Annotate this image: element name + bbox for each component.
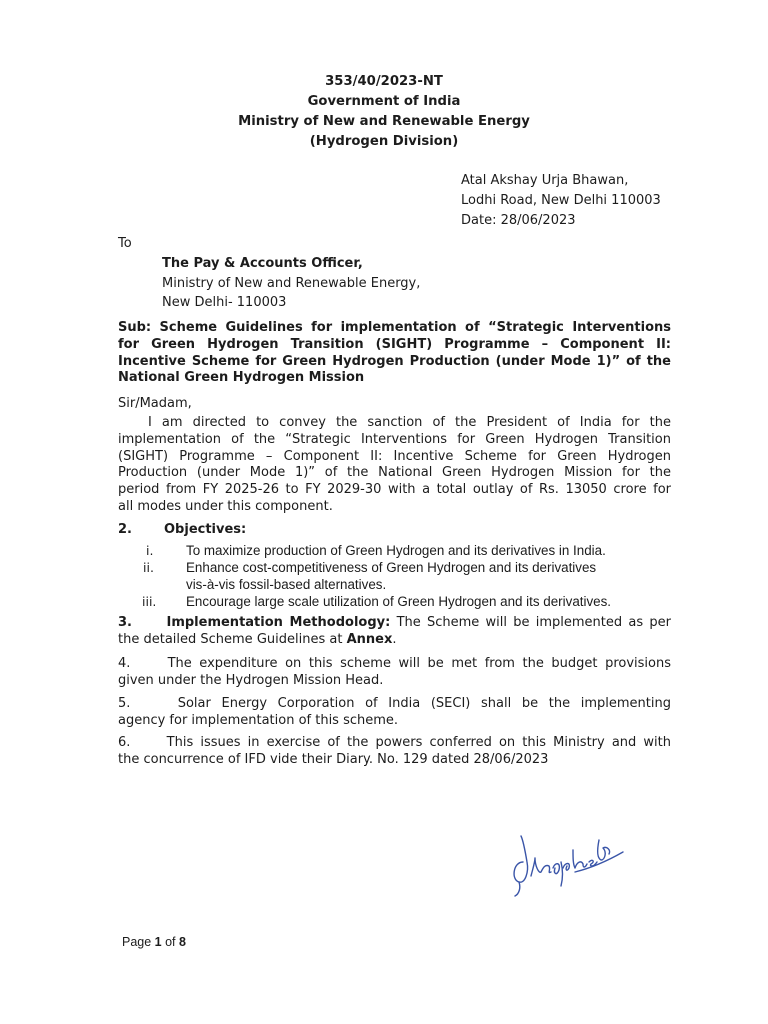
subject-line: Incentive Scheme for Green Hydrogen Production (under Mode 1)” of the — [118, 353, 671, 369]
salutation: Sir/Madam, — [118, 396, 192, 411]
recipient-city: New Delhi- 110003 — [162, 295, 287, 310]
objective-item: Encourage large scale utilization of Green Hydrogen and its derivatives. — [186, 594, 612, 609]
paragraph-text: . — [392, 631, 397, 647]
paragraph-text: Solar Energy Corporation of India (SECI) shall be the implementing — [177, 696, 671, 711]
paragraph-4-line-2: given under the Hydrogen Mission Head. — [118, 672, 384, 688]
body-line: I am directed to convey the sanction of the President of India for the — [148, 415, 671, 430]
body-paragraph — [118, 415, 671, 516]
letter-date: Date: 28/06/2023 — [461, 213, 576, 228]
recipient-name: The Pay & Accounts Officer, — [162, 256, 363, 271]
recipient-org: Ministry of New and Renewable Energy, — [162, 276, 421, 291]
ministry-title: Ministry of New and Renewable Energy — [238, 114, 530, 129]
page-number — [122, 935, 186, 949]
address-line-2: Lodhi Road, New Delhi 110003 — [461, 193, 661, 208]
objectives-heading: Objectives: — [164, 522, 247, 537]
to-label: To — [118, 236, 132, 251]
paragraph-5-line-2: agency for implementation of this scheme. — [118, 712, 399, 728]
objectives-number: 2. — [118, 522, 132, 537]
paragraph-number: 4. — [118, 656, 131, 671]
subject-block — [118, 320, 671, 387]
paragraph-4-line-1 — [118, 656, 671, 673]
subject-line: Sub: Scheme Guidelines for implementation of “Strategic Interventions — [118, 320, 671, 335]
paragraph-6 — [118, 735, 671, 769]
paragraph-text: This issues in exercise of the powers conferred on this Ministry and with — [166, 735, 671, 750]
objective-numeral: ii. — [143, 560, 154, 575]
page-of: of — [161, 935, 179, 949]
paragraph-text: The Scheme will be implemented as per — [396, 615, 671, 630]
subject-line: for Green Hydrogen Transition (SIGHT) Programme – Component II: — [118, 336, 671, 352]
objective-item: To maximize production of Green Hydrogen and its derivatives in India. — [186, 543, 606, 558]
objective-numeral: i. — [146, 543, 154, 558]
objective-item-continued: vis-à-vis fossil-based alternatives. — [186, 577, 387, 592]
paragraph-3 — [118, 615, 671, 649]
paragraph-heading: Implementation Methodology: — [166, 615, 391, 630]
body-line: period from FY 2025-26 to FY 2029-30 with a total outlay of Rs. 13050 crore for — [118, 482, 671, 498]
body-line: implementation of the “Strategic Interventions for Green Hydrogen Transition — [118, 431, 671, 447]
paragraph-text: the detailed Scheme Guidelines at — [118, 631, 347, 647]
government-title: Government of India — [307, 94, 461, 109]
page-total: 8 — [179, 935, 186, 949]
paragraph-number: 3. — [118, 615, 132, 630]
body-line: all modes under this component. — [118, 498, 333, 514]
page-current: 1 — [154, 935, 162, 949]
paragraph-number: 5. — [118, 696, 131, 711]
paragraph-6-line-2: the concurrence of IFD vide their Diary. No. 129 dated 28/06/2023 — [118, 751, 549, 767]
page-label: Page — [122, 935, 155, 949]
paragraph-number: 6. — [118, 735, 131, 750]
paragraph-5-line-1 — [118, 696, 671, 713]
address-line-1: Atal Akshay Urja Bhawan, — [461, 173, 629, 188]
division-title: (Hydrogen Division) — [309, 134, 459, 149]
body-line: (SIGHT) Programme – Component II: Incentive Scheme for Green Hydrogen — [118, 448, 671, 464]
handwritten-signature — [505, 832, 630, 902]
paragraph-6-line-1 — [118, 735, 671, 752]
body-line: Production (under Mode 1)” of the National Green Hydrogen Mission for the — [118, 465, 671, 481]
paragraph-3-line-2 — [118, 632, 671, 649]
paragraph-4 — [118, 656, 671, 690]
subject-line: National Green Hydrogen Mission — [118, 370, 365, 386]
file-number: 353/40/2023-NT — [325, 74, 443, 89]
annex-reference: Annex — [346, 631, 393, 647]
objective-item: Enhance cost-competitiveness of Green Hydrogen and its derivatives — [186, 560, 597, 575]
objective-numeral: iii. — [142, 594, 157, 609]
paragraph-text: The expenditure on this scheme will be met from the budget provisions — [167, 656, 671, 671]
paragraph-5 — [118, 696, 671, 730]
paragraph-3-line-1 — [118, 615, 671, 632]
